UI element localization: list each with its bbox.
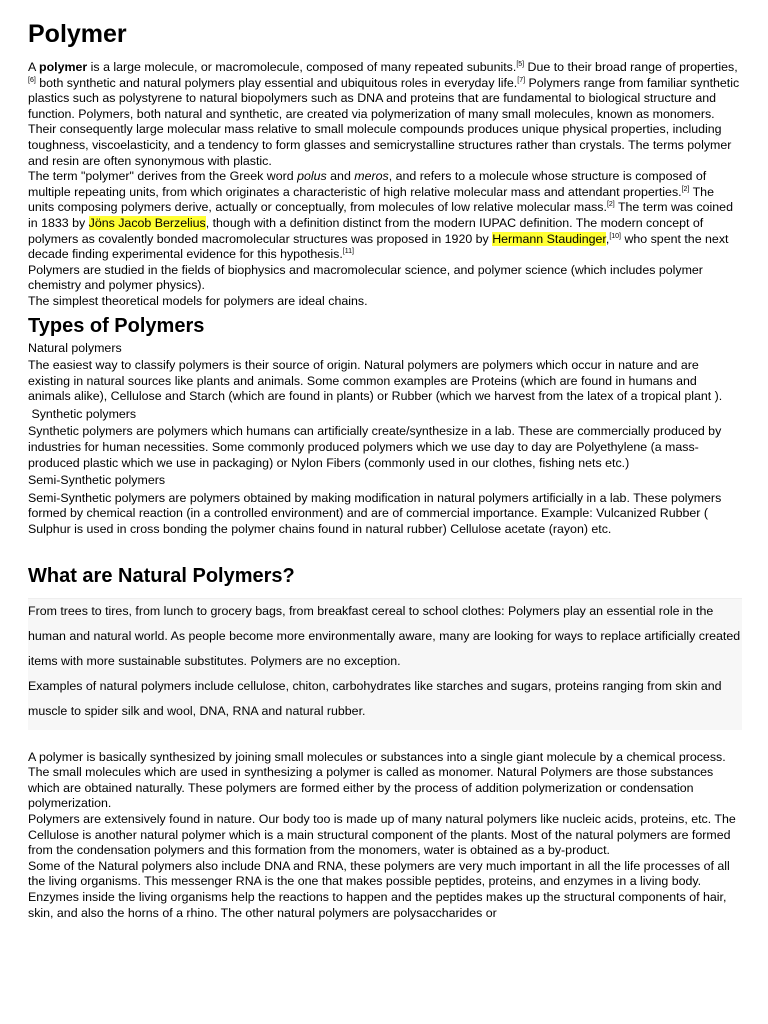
text-run: who spent the next decade finding experimental evidence for this hypothesis.: [28, 231, 729, 262]
italic-term: meros: [354, 169, 389, 184]
text-run: ,: [605, 231, 610, 246]
citation-link[interactable]: [10]: [609, 232, 621, 240]
bold-term: polymer: [39, 60, 88, 74]
natural-polymers-label: Natural polymers: [28, 340, 122, 355]
text-run: The units composing polymers derive, actually or conceptually, from molecules of low relative molecular mass.: [28, 184, 714, 215]
citation-link[interactable]: [7]: [517, 76, 526, 84]
citation-link[interactable]: [5]: [516, 60, 525, 68]
quote-block: [28, 598, 742, 730]
text-run: The term was coined in 1833 by: [28, 200, 733, 230]
citation-link[interactable]: [2]: [606, 201, 615, 209]
highlighted-name-berzelius[interactable]: Jöns Jacob Berzelius: [88, 215, 206, 230]
highlighted-name-staudinger[interactable]: Hermann Staudinger: [492, 231, 606, 246]
text-run: and: [326, 169, 355, 184]
page-title: Polymer: [28, 20, 127, 48]
text-run: both synthetic and natural polymers play essential and ubiquitous roles in everyday life.: [35, 75, 518, 90]
document-page: [28, 18, 742, 921]
natural-paragraph-3: Some of the Natural polymers also include DNA and RNA, these polymers are very much important in all the life processes of all the living organisms. This messenger RNA is the one that makes possible peptides, proteins, and enzymes in a living body. Enzymes inside the living organisms help the reactions to happen and the peptides makes up the structural components of hair, skin, and also the horns of a rhino. The other natural polymers are polysaccharides or: [28, 858, 730, 920]
text-run: is a large molecule, or macromolecule, composed of many repeated subunits.: [87, 60, 517, 74]
citation-link[interactable]: [6]: [28, 76, 36, 84]
text-run: A: [28, 60, 40, 74]
synthetic-polymers-label: Synthetic polymers: [28, 406, 137, 421]
citation-link[interactable]: [2]: [681, 185, 690, 193]
text-run: Due to their broad range of properties,: [524, 60, 738, 74]
intro-paragraph-2: [28, 169, 742, 263]
quote-paragraph-1: From trees to tires, from lunch to grocery bags, from breakfast cereal to school clothes: Polymers play an essential role in the human and natural world. As people become more environmentally aware, many are looking for ways to replace artificially created items with more sustainable substitutes. Polymers are no exception.: [28, 603, 741, 668]
section-heading-natural: What are Natural Polymers?: [28, 564, 295, 587]
natural-polymers-text: The easiest way to classify polymers is their source of origin. Natural polymers are polymers which occur in nature and are existing in natural sources like plants and animals. Some common examples are Proteins (which are found in humans and animals alike), Cellulose and Starch (which are found in plants) or Rubber (which we harvest from the latex of a tropical plant ).: [28, 358, 723, 404]
intro-paragraph-1: [28, 60, 742, 169]
text-run: Polymers range from familiar synthetic plastics such as polystyrene to natural biopolymers such as DNA and proteins that are fundamental to biological structure and function. Polymers, both natural and synthetic, are created via polymerization of many small molecules, known as monomers. Their consequently large molecular mass relative to small molecule compounds produces unique physical properties, including toughness, viscoelasticity, and a tendency to form glasses and semicrystalline structures rather than crystals. The terms polymer and resin are often synonymous with plastic.: [28, 75, 740, 168]
synthetic-polymers-text: Synthetic polymers are polymers which humans can artificially create/synthesize in a lab. These are commercially produced by industries for human necessities. Some commonly produced polymers which we use day to day are Polyethylene (a mass-produced plastic which we use in packaging) or Nylon Fibers (commonly used in our clothes, fishing nets etc.): [28, 424, 722, 470]
text-run: , and refers to a molecule whose structure is composed of multiple repeating units, from which originates a characteristic of high relative molecular mass and attendant properties.: [28, 169, 707, 199]
text-run: The term "polymer" derives from the Greek word: [28, 169, 298, 184]
citation-link[interactable]: [11]: [342, 248, 354, 255]
text-run: , though with a definition distinct from the modern IUPAC definition. The modern concept of polymers as covalently bonded macromolecular structures was proposed in 1920 by: [28, 215, 704, 246]
section-heading-types: Types of Polymers: [28, 314, 205, 337]
intro-paragraph-3: Polymers are studied in the fields of biophysics and macromolecular science, and polymer science (which includes polymer chemistry and polymer physics).: [28, 262, 703, 293]
intro-paragraph-4: The simplest theoretical models for polymers are ideal chains.: [28, 293, 368, 308]
italic-term: polus: [297, 169, 327, 184]
semi-synthetic-polymers-label: Semi-Synthetic polymers: [28, 473, 166, 488]
natural-paragraph-2: Polymers are extensively found in nature. Our body too is made up of many natural polymers like nucleic acids, proteins, etc. The Cellulose is another natural polymer which is a main structural component of the plants. Most of the natural polymers are formed from the condensation polymers and this formation from the monomers, water is obtained as a by-product.: [28, 812, 736, 858]
natural-paragraph-1: A polymer is basically synthesized by joining small molecules or substances into a single giant molecule by a chemical process. The small molecules which are used in synthesizing a polymer is called as monomer. Natural Polymers are those substances which are obtained naturally. These polymers are formed either by the process of addition polymerization or condensation polymerization.: [28, 749, 726, 811]
quote-paragraph-2: Examples of natural polymers include cellulose, chiton, carbohydrates like starches and sugars, proteins ranging from skin and muscle to spider silk and wool, DNA, RNA and natural rubber.: [28, 678, 722, 718]
semi-synthetic-polymers-text: Semi-Synthetic polymers are polymers obtained by making modification in natural polymers artificially in a lab. These polymers formed by chemical reaction (in a controlled environment) and are of commercial importance. Example: Vulcanized Rubber ( Sulphur is used in cross bonding the polymer chains found in natural rubber) Cellulose acetate (rayon) etc.: [28, 490, 722, 537]
